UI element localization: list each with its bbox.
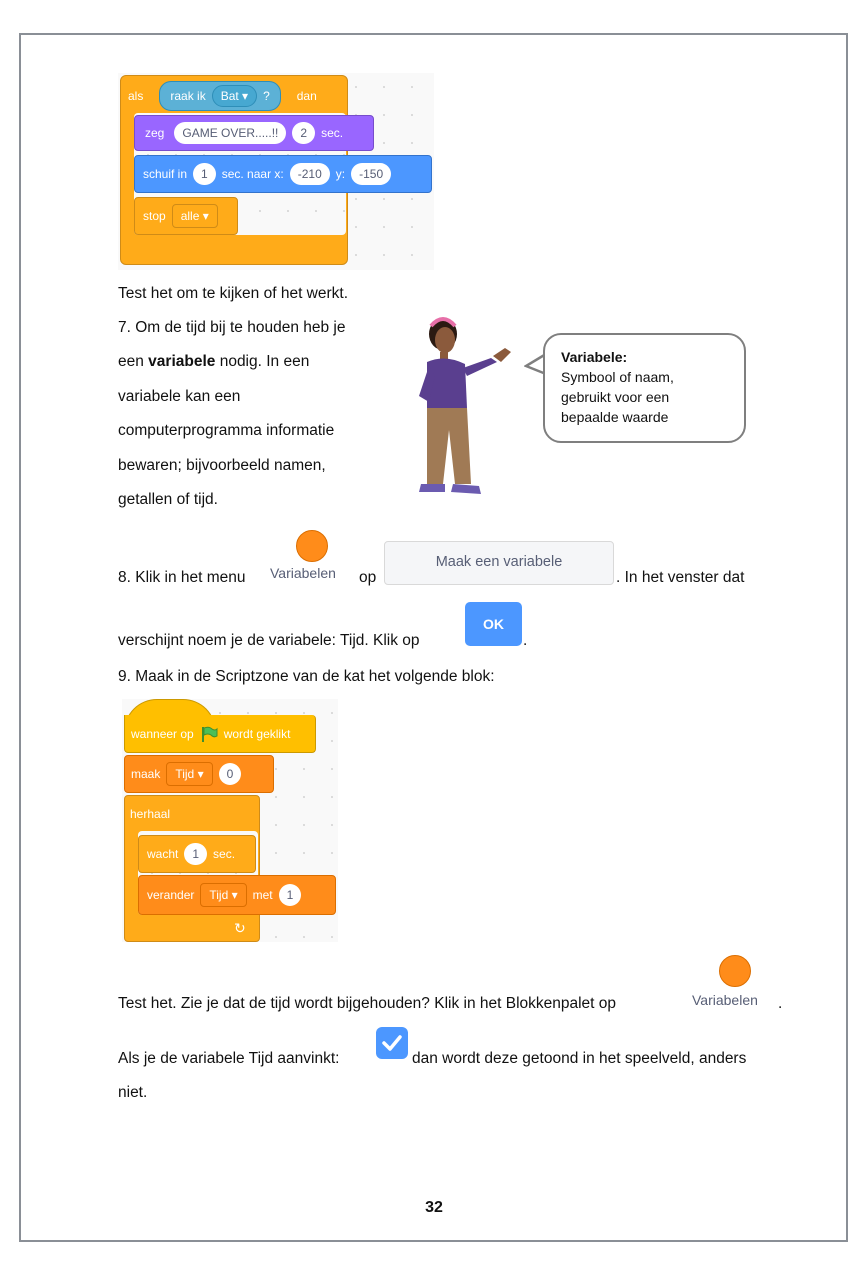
step7-line2-post: nodig. In een [215,353,310,370]
step7-line2 [118,352,309,372]
step7-line4: computerprogramma informatie [118,422,335,439]
wait-sec-label: sec. [213,847,236,861]
glide-y-input[interactable]: -150 [351,163,391,185]
script2-area [122,699,338,942]
set-label: maak [131,767,161,781]
check-text-b: dan wordt deze getoond in het speelveld, anders [412,1050,747,1067]
change-value-input[interactable]: 1 [279,884,302,906]
question-mark: ? [263,89,270,103]
set-value-input[interactable]: 0 [219,763,242,785]
if-header [128,83,317,109]
stop-block[interactable] [134,197,238,235]
step7-line3: variabele kan een [118,388,241,405]
step7-bold-term: variabele [148,353,216,370]
touching-target-dropdown[interactable]: Bat ▾ [212,85,257,107]
variables-category-label-2[interactable]: Variabelen [692,992,758,1008]
set-var-dropdown[interactable]: Tijd ▾ [166,762,212,786]
loop-arrow-icon: ↻ [234,920,246,936]
say-sec-label: sec. [321,126,344,140]
variables-category-dot-2[interactable] [719,955,751,987]
change-var-dropdown[interactable]: Tijd ▾ [200,883,246,907]
if-label: als [128,89,144,103]
when-post-label: wordt geklikt [223,726,291,741]
variables-category-dot[interactable] [296,530,328,562]
glide-to-label: sec. naar x: [221,167,284,181]
stop-option-dropdown[interactable]: alle ▾ [172,204,218,228]
test-line: Test het om te kijken of het werkt. [118,285,349,302]
test2-text-a: Test het. Zie je dat de tijd wordt bijgehouden? Klik in het Blokkenpalet op [118,995,617,1012]
definition-bubble [543,333,746,443]
check-text-c: niet. [118,1084,148,1101]
glide-block[interactable] [134,155,432,193]
stop-label: stop [143,209,166,223]
glide-y-label: y: [335,167,346,181]
page-number: 32 [425,1199,443,1216]
variables-category-label[interactable]: Variabelen [270,565,336,581]
step7-line6: getallen of tijd. [118,491,218,508]
change-variable-block[interactable] [138,875,336,915]
say-block[interactable] [134,115,374,151]
change-by-label: met [252,888,273,902]
check-text-a: Als je de variabele Tijd aanvinkt: [118,1050,340,1067]
step8-text-e: . [523,632,528,649]
step8-text-a: 8. Klik in het menu [118,569,246,586]
change-label: verander [147,888,195,902]
bubble-title: Variabele: [561,349,628,365]
bubble-line3: bepaalde waarde [561,409,669,425]
forever-label: herhaal [130,807,171,821]
say-text-input[interactable]: GAME OVER.....!! [174,122,286,144]
make-variable-button[interactable]: Maak een variabele [384,541,614,585]
wait-label: wacht [147,847,179,861]
checkmark-icon [376,1027,408,1059]
step9-text: 9. Maak in de Scriptzone van de kat het volgende blok: [118,668,495,685]
glide-x-input[interactable]: -210 [290,163,330,185]
wait-block[interactable] [138,835,256,873]
say-secs-input[interactable]: 2 [292,122,315,144]
bubble-line2: gebruikt voor een [561,389,670,405]
step7-line2-pre: een [118,353,149,370]
say-label: zeg [145,126,165,140]
when-flag-clicked-block[interactable] [124,715,316,753]
step8-text-c: . In het venster dat [616,569,745,586]
ok-button[interactable]: OK [465,602,522,646]
step7-line5: bewaren; bijvoorbeeld namen, [118,457,326,474]
girl-character-illustration [405,312,520,500]
set-variable-block[interactable] [124,755,274,793]
when-label: wanneer op [131,726,194,741]
variable-checkbox[interactable] [376,1027,408,1059]
step7-line1: 7. Om de tijd bij te houden heb je [118,319,346,336]
touching-block[interactable] [159,81,280,111]
test2-text-b: . [778,995,783,1012]
step8-text-b: op [359,569,377,586]
step8-text-d: verschijnt noem je de variabele: Tijd. Klik op [118,632,420,649]
touching-label: raak ik [170,89,206,103]
glide-label: schuif in [143,167,188,181]
green-flag-icon [200,725,218,743]
wait-secs-input[interactable]: 1 [184,843,207,865]
glide-secs-input[interactable]: 1 [193,163,216,185]
then-label: dan [296,89,317,103]
script1-area [118,73,434,270]
bubble-line1: Symbool of naam, [561,369,674,385]
